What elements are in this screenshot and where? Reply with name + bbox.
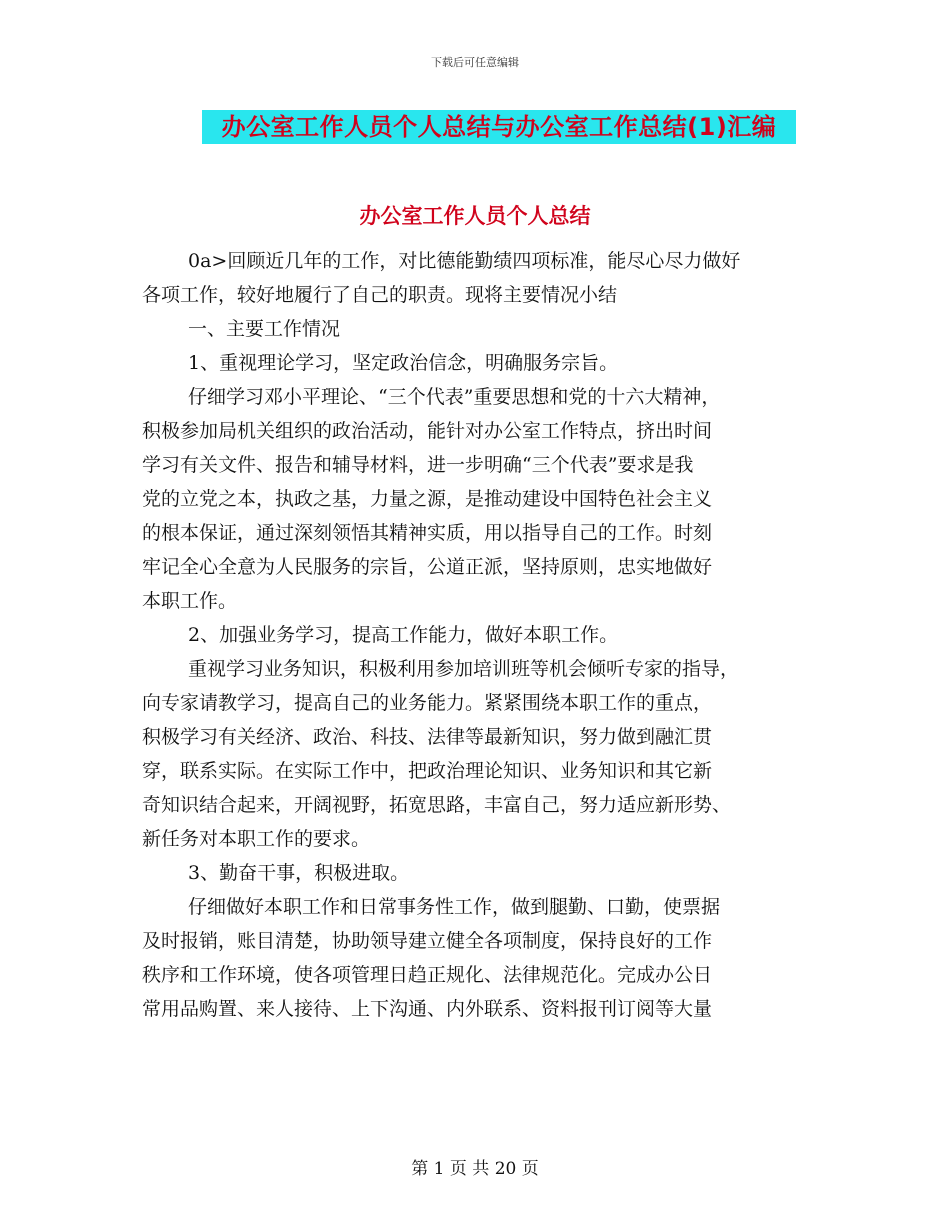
paragraph-line: 新任务对本职工作的要求。 <box>142 828 371 850</box>
paragraph-line: 的根本保证，通过深刻领悟其精神实质，用以指导自己的工作。时刻 <box>142 522 713 544</box>
subsection-heading: 1、重视理论学习，坚定政治信念，明确服务宗旨。 <box>188 352 619 374</box>
section-title: 办公室工作人员个人总结 <box>359 204 591 228</box>
header-note: 下载后可任意编辑 <box>431 56 519 69</box>
subsection-heading: 2、加强业务学习，提高工作能力，做好本职工作。 <box>188 624 619 646</box>
paragraph-line: 常用品购置、来人接待、上下沟通、内外联系、资料报刊订阅等大量 <box>142 998 713 1020</box>
section-heading: 一、主要工作情况 <box>188 318 341 340</box>
subsection-heading: 3、勤奋干事，积极进取。 <box>188 862 410 884</box>
paragraph-line: 本职工作。 <box>142 590 238 612</box>
paragraph-line: 牢记全心全意为人民服务的宗旨，公道正派，坚持原则，忠实地做好 <box>142 556 713 578</box>
paragraph-line: 0a>回顾近几年的工作，对比德能勤绩四项标准，能尽心尽力做好 <box>188 250 741 272</box>
page-footer: 第 1 页 共 20 页 <box>411 1159 539 1179</box>
paragraph-line: 秩序和工作环境，使各项管理日趋正规化、法律规范化。完成办公日 <box>142 964 713 986</box>
paragraph-line: 向专家请教学习，提高自己的业务能力。紧紧围绕本职工作的重点， <box>142 692 713 714</box>
paragraph-line: 穿，联系实际。在实际工作中，把政治理论知识、业务知识和其它新 <box>142 760 713 782</box>
body-text <box>142 244 810 1026</box>
paragraph-line: 积极参加局机关组织的政治活动，能针对办公室工作特点，挤出时间 <box>142 420 713 442</box>
paragraph-line: 各项工作，较好地履行了自己的职责。现将主要情况小结 <box>142 284 618 306</box>
paragraph-line: 奇知识结合起来，开阔视野，拓宽思路，丰富自己，努力适应新形势、 <box>142 794 732 816</box>
paragraph-line: 仔细做好本职工作和日常事务性工作，做到腿勤、口勤，使票据 <box>188 896 721 918</box>
paragraph-line: 学习有关文件、报告和辅导材料，进一步明确“三个代表”要求是我 <box>142 454 694 476</box>
main-title: 办公室工作人员个人总结与办公室工作总结(1)汇编 <box>202 110 796 144</box>
paragraph-line: 及时报销，账目清楚，协助领导建立健全各项制度，保持良好的工作 <box>142 930 713 952</box>
paragraph-line: 仔细学习邓小平理论、“三个代表”重要思想和党的十六大精神， <box>188 386 721 408</box>
paragraph-line: 党的立党之本，执政之基，力量之源，是推动建设中国特色社会主义 <box>142 488 713 510</box>
paragraph-line: 重视学习业务知识，积极利用参加培训班等机会倾听专家的指导， <box>188 658 740 680</box>
paragraph-line: 积极学习有关经济、政治、科技、法律等最新知识，努力做到融汇贯 <box>142 726 713 748</box>
